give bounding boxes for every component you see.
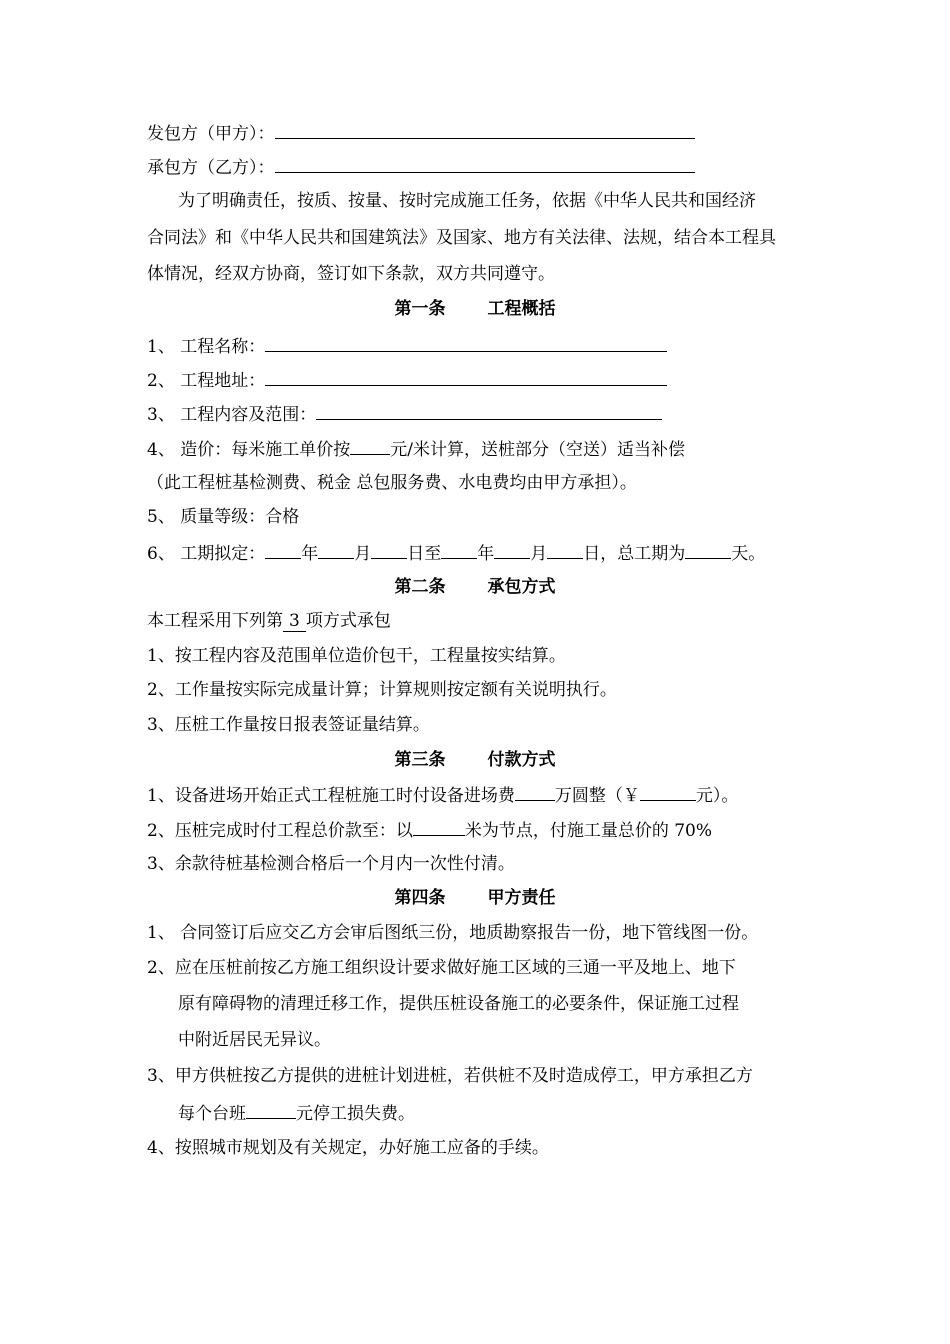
a3-item-2 (147, 817, 712, 843)
article-1-heading (0, 297, 950, 321)
a2-intro (147, 609, 391, 633)
a4-item-3-line-1: 3、甲方供桩按乙方提供的进桩计划进桩，若供桩不及时造成停工，甲方承担乙方 (147, 1066, 753, 1086)
party-a-line (147, 120, 695, 146)
a4-item-2-line-2: 原有障碍物的清理迁移工作，提供压桩设备施工的必要条件，保证施工过程 (178, 994, 739, 1014)
article-1-title: 工程概括 (487, 299, 556, 319)
article-1-num: 第一条 (394, 299, 446, 319)
article-3-heading (0, 748, 950, 772)
a1-item-6 (147, 540, 765, 566)
a1-item-6-a: 6、 工期拟定： (147, 544, 266, 564)
article-4-num: 第四条 (394, 888, 446, 908)
unit-price-blank (350, 436, 390, 455)
project-name-blank (265, 333, 667, 352)
start-month-blank (318, 540, 354, 559)
a2-method-number: 3 (283, 611, 306, 632)
end-month-blank (494, 540, 530, 559)
a1-item-1 (147, 333, 667, 359)
a1-item-5: 5、 质量等级：合格 (147, 507, 300, 527)
intro-line-2: 合同法》和《中华人民共和国建筑法》及国家、地方有关法律、法规，结合本工程具 (147, 228, 776, 248)
a1-item-2 (147, 367, 667, 393)
party-b-blank (275, 154, 695, 173)
a1-item-4-a: 4、 造价：每米施工单价按 (147, 440, 351, 460)
end-day-blank (547, 540, 583, 559)
intro-line-3: 体情况，经双方协商，签订如下条款，双方共同遵守。 (147, 264, 555, 284)
equipment-fee-amount-blank (640, 782, 696, 801)
a1-item-4-b: 元/米计算，送桩部分（空送）适当补偿 (390, 440, 685, 460)
a4-item-2-line-1: 2、应在压桩前按乙方施工组织设计要求做好施工区域的三通一平及地上、地下 (147, 958, 736, 978)
a4-item-2-line-3: 中附近居民无异议。 (178, 1030, 331, 1050)
a4-item-3-line-2 (178, 1100, 415, 1126)
a3-item-1-a: 1、设备进场开始正式工程桩施工时付设备进场费 (147, 786, 515, 806)
article-2-heading (0, 575, 950, 599)
a2-item-2: 2、工作量按实际完成量计算；计算规则按定额有关说明执行。 (147, 680, 617, 700)
article-2-title: 承包方式 (487, 577, 556, 597)
a1-item-3-text: 3、 工程内容及范围： (147, 405, 317, 425)
a2-intro-b: 项方式承包 (305, 611, 391, 631)
party-a-label: 发包方（甲方）： (147, 124, 275, 144)
article-3-title: 付款方式 (487, 750, 556, 770)
day-total-label: 日，总工期为 (583, 544, 686, 564)
year-label-2: 年 (477, 544, 495, 564)
year-label-1: 年 (301, 544, 319, 564)
a4-item-3-b: 元停工损失费。 (296, 1104, 415, 1124)
a2-intro-a: 本工程采用下列第 (147, 611, 283, 631)
project-scope-blank (316, 401, 662, 420)
party-a-blank (275, 120, 695, 139)
a1-item-1-text: 1、 工程名称： (147, 337, 266, 357)
end-year-blank (441, 540, 477, 559)
a3-item-2-a: 2、压桩完成时付工程总价款至：以 (147, 821, 413, 841)
month-label-2: 月 (530, 544, 548, 564)
a3-item-1-c: 元）。 (695, 786, 739, 806)
a1-item-2-text: 2、 工程地址： (147, 371, 266, 391)
article-4-title: 甲方责任 (487, 888, 556, 908)
a1-item-3 (147, 401, 662, 427)
article-4-heading (0, 886, 950, 910)
a3-item-2-b: 米为节点，付施工量总价的 70% (464, 821, 713, 841)
a1-item-4 (147, 436, 685, 462)
month-label-1: 月 (354, 544, 372, 564)
a4-item-3-a: 每个台班 (178, 1104, 246, 1124)
equipment-fee-blank (515, 782, 555, 801)
a1-item-4-note: （此工程桩基检测费、税金 总包服务费、水电费均由甲方承担）。 (147, 473, 637, 493)
project-address-blank (265, 367, 667, 386)
day-to-label: 日至 (407, 544, 442, 564)
a4-item-4: 4、按照城市规划及有关规定，办好施工应备的手续。 (147, 1138, 549, 1158)
start-year-blank (265, 540, 301, 559)
start-day-blank (371, 540, 407, 559)
a4-item-1: 1、 合同签订后应交乙方会审后图纸三份，地质勘察报告一份，地下管线图一份。 (147, 923, 759, 943)
a2-item-1: 1、按工程内容及范围单位造价包干，工程量按实结算。 (147, 646, 566, 666)
article-2-num: 第二条 (394, 577, 446, 597)
party-b-line (147, 154, 695, 180)
total-days-blank (685, 540, 731, 559)
shift-loss-blank (246, 1100, 296, 1119)
party-b-label: 承包方（乙方）： (147, 158, 275, 178)
a3-item-1 (147, 782, 738, 808)
intro-line-1: 为了明确责任，按质、按量、按时完成施工任务，依据《中华人民共和国经济 (178, 191, 756, 211)
days-label: 天。 (731, 544, 766, 564)
article-3-num: 第三条 (394, 750, 446, 770)
a3-item-3: 3、余款待桩基检测合格后一个月内一次性付清。 (147, 854, 515, 874)
milestone-meters-blank (413, 817, 465, 836)
a3-item-1-b: 万圆整（￥ (554, 786, 640, 806)
a2-item-3: 3、压桩工作量按日报表签证量结算。 (147, 715, 430, 735)
